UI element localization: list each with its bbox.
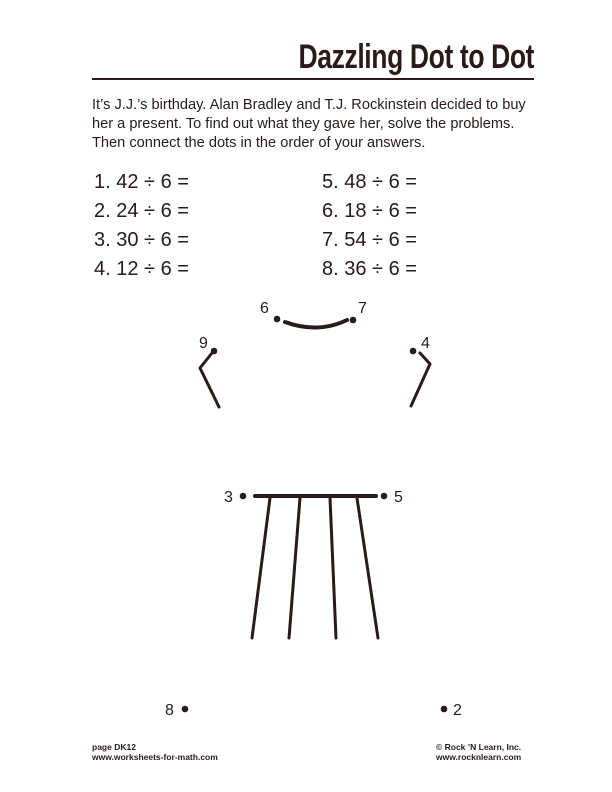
dot-label-8: 8: [165, 702, 174, 719]
dot-2[interactable]: [441, 706, 448, 713]
page-title: Dazzling Dot to Dot: [298, 38, 534, 76]
dot-4[interactable]: [410, 348, 417, 355]
dot-label-5: 5: [394, 489, 403, 506]
fan-line: [330, 498, 336, 638]
problem-6: 6. 18 ÷ 6 =: [322, 200, 417, 222]
dot-label-6: 6: [260, 300, 269, 317]
problem-7: 7. 54 ÷ 6 =: [322, 229, 417, 251]
left-bracket-line: [200, 353, 219, 407]
fan-line: [357, 498, 378, 638]
dot-5[interactable]: [381, 493, 388, 500]
dot-label-3: 3: [224, 489, 233, 506]
problem-4: 4. 12 ÷ 6 =: [94, 258, 189, 280]
copyright-text: © Rock ’N Learn, Inc.: [436, 742, 522, 752]
dot-label-4: 4: [421, 335, 430, 352]
dot-label-7: 7: [358, 300, 367, 317]
footer-right: [436, 742, 521, 762]
footer-link-left[interactable]: www.worksheets-for-math.com: [92, 752, 218, 762]
problem-2: 2. 24 ÷ 6 =: [94, 200, 189, 222]
fan-line: [252, 498, 270, 638]
dot-9[interactable]: [211, 348, 218, 355]
instructions-text: It’s J.J.’s birthday. Alan Bradley and T.J. Rockinstein decided to buy her a present. To find out what they gave her, solve the problems. Then connect the dots in the order of your answers.: [92, 97, 526, 151]
problem-1: 1. 42 ÷ 6 =: [94, 171, 189, 193]
problem-5: 5. 48 ÷ 6 =: [322, 171, 417, 193]
fan-line: [289, 498, 300, 638]
right-bracket-line: [411, 353, 430, 406]
dot-label-9: 9: [199, 335, 208, 352]
problem-8: 8. 36 ÷ 6 =: [322, 258, 417, 280]
dot-label-2: 2: [453, 702, 462, 719]
dot-3[interactable]: [240, 493, 247, 500]
smile-curve: [285, 320, 347, 328]
dot-8[interactable]: [182, 706, 189, 713]
page-number: page DK12: [92, 742, 136, 752]
problem-3: 3. 30 ÷ 6 =: [94, 229, 189, 251]
dot-6[interactable]: [274, 316, 281, 323]
dot-7[interactable]: [350, 317, 357, 324]
footer-link-right[interactable]: www.rocknlearn.com: [436, 752, 522, 762]
footer-left: [92, 742, 218, 762]
